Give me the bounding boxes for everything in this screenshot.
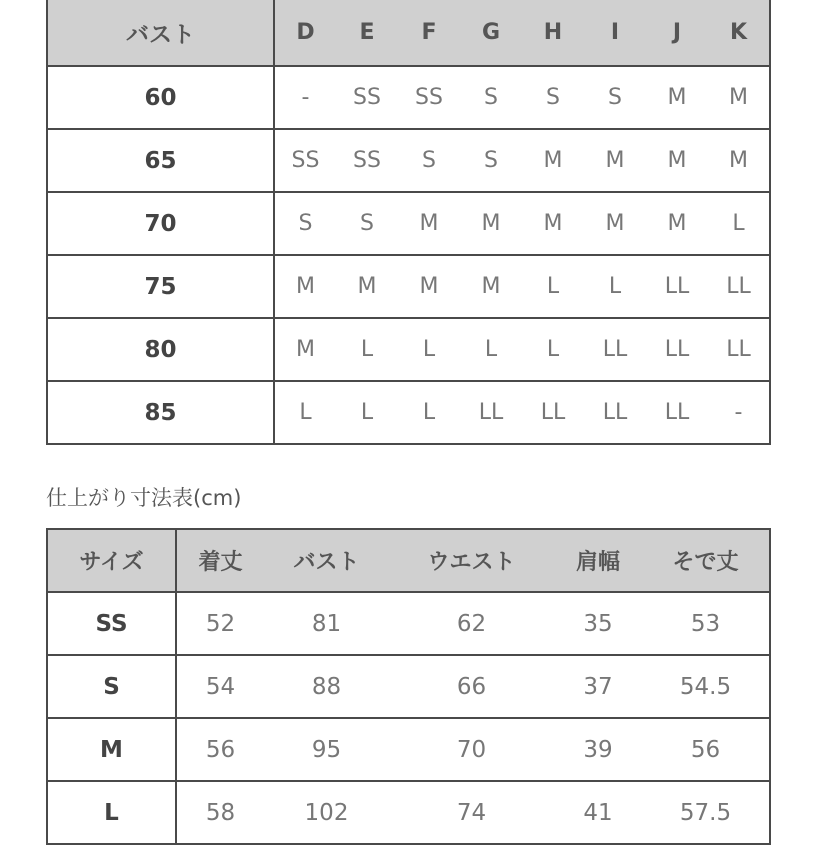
size-cell: SS <box>336 66 398 129</box>
size-label: L <box>47 781 176 844</box>
size-cell: LL <box>584 381 646 444</box>
size-cell: S <box>584 66 646 129</box>
table-row <box>47 129 770 192</box>
cup-header: G <box>460 0 522 66</box>
size-cell: L <box>336 381 398 444</box>
cup-header: H <box>522 0 584 66</box>
cup-header: K <box>708 0 770 66</box>
length-header: 着丈 <box>176 529 264 592</box>
size-cell: S <box>460 129 522 192</box>
cup-header: E <box>336 0 398 66</box>
measurement-cell: 70 <box>389 718 554 781</box>
size-label: S <box>47 655 176 718</box>
measurement-cell: 88 <box>264 655 389 718</box>
band-size-label: 70 <box>47 192 274 255</box>
size-cell: M <box>398 255 460 318</box>
size-cell: L <box>398 381 460 444</box>
measurement-cell: 52 <box>176 592 264 655</box>
size-cell: M <box>646 129 708 192</box>
waist-header: ウエスト <box>389 529 554 592</box>
size-cell: S <box>522 66 584 129</box>
size-cell: SS <box>336 129 398 192</box>
size-label: SS <box>47 592 176 655</box>
bust-header: バスト <box>264 529 389 592</box>
measurement-cell: 58 <box>176 781 264 844</box>
band-size-label: 75 <box>47 255 274 318</box>
size-cell: M <box>646 66 708 129</box>
size-cell: M <box>584 192 646 255</box>
measurement-cell: 81 <box>264 592 389 655</box>
size-cell: LL <box>708 318 770 381</box>
measurement-cell: 57.5 <box>642 781 770 844</box>
size-cell: LL <box>584 318 646 381</box>
size-cell: L <box>708 192 770 255</box>
size-cell: M <box>274 255 336 318</box>
size-cell: M <box>398 192 460 255</box>
size-cell: M <box>708 66 770 129</box>
cup-header: D <box>274 0 336 66</box>
size-cell: LL <box>646 381 708 444</box>
band-size-label: 80 <box>47 318 274 381</box>
size-cell: M <box>336 255 398 318</box>
measurement-cell: 102 <box>264 781 389 844</box>
size-cell: SS <box>398 66 460 129</box>
size-cell: L <box>584 255 646 318</box>
size-cell: M <box>460 255 522 318</box>
size-cell: L <box>336 318 398 381</box>
band-header: バスト <box>47 0 274 66</box>
table-row <box>47 66 770 129</box>
size-cell: S <box>274 192 336 255</box>
table-row <box>47 255 770 318</box>
measurement-cell: 53 <box>642 592 770 655</box>
size-cell: LL <box>646 318 708 381</box>
measurement-cell: 74 <box>389 781 554 844</box>
size-header: サイズ <box>47 529 176 592</box>
size-cell: SS <box>274 129 336 192</box>
size-cell: M <box>708 129 770 192</box>
size-cell: L <box>274 381 336 444</box>
band-size-label: 60 <box>47 66 274 129</box>
size-cell: - <box>708 381 770 444</box>
cup-header: I <box>584 0 646 66</box>
size-cell: S <box>336 192 398 255</box>
size-cell: M <box>522 192 584 255</box>
table-row <box>47 381 770 444</box>
table-row <box>47 781 770 844</box>
cup-header: F <box>398 0 460 66</box>
band-size-label: 85 <box>47 381 274 444</box>
cup-size-table <box>46 0 771 445</box>
size-cell: L <box>522 255 584 318</box>
measurement-table <box>46 528 771 845</box>
shoulder-header: 肩幅 <box>554 529 642 592</box>
size-cell: M <box>460 192 522 255</box>
size-cell: M <box>646 192 708 255</box>
size-cell: M <box>522 129 584 192</box>
size-cell: L <box>460 318 522 381</box>
size-cell: LL <box>708 255 770 318</box>
measurement-cell: 66 <box>389 655 554 718</box>
sleeve-header: そで丈 <box>642 529 770 592</box>
measurement-cell: 95 <box>264 718 389 781</box>
size-cell: M <box>584 129 646 192</box>
measurement-cell: 39 <box>554 718 642 781</box>
measurement-cell: 54 <box>176 655 264 718</box>
table-row <box>47 192 770 255</box>
measurement-cell: 41 <box>554 781 642 844</box>
table-row <box>47 318 770 381</box>
table-row <box>47 718 770 781</box>
measurement-cell: 56 <box>642 718 770 781</box>
size-label: M <box>47 718 176 781</box>
size-cell: - <box>274 66 336 129</box>
measurement-cell: 54.5 <box>642 655 770 718</box>
size-cell: L <box>398 318 460 381</box>
measurement-cell: 37 <box>554 655 642 718</box>
table-row <box>47 592 770 655</box>
band-size-label: 65 <box>47 129 274 192</box>
measurement-header-row <box>47 529 770 592</box>
table-row <box>47 655 770 718</box>
measurement-cell: 62 <box>389 592 554 655</box>
measurement-cell: 35 <box>554 592 642 655</box>
size-cell: S <box>398 129 460 192</box>
measurement-cell: 56 <box>176 718 264 781</box>
size-cell: LL <box>522 381 584 444</box>
size-cell: S <box>460 66 522 129</box>
size-cell: LL <box>646 255 708 318</box>
measurement-caption: 仕上がり寸法表(cm) <box>46 486 242 510</box>
size-cell: M <box>274 318 336 381</box>
size-cell: L <box>522 318 584 381</box>
size-cell: LL <box>460 381 522 444</box>
cup-header: J <box>646 0 708 66</box>
cup-header-row <box>47 0 770 66</box>
